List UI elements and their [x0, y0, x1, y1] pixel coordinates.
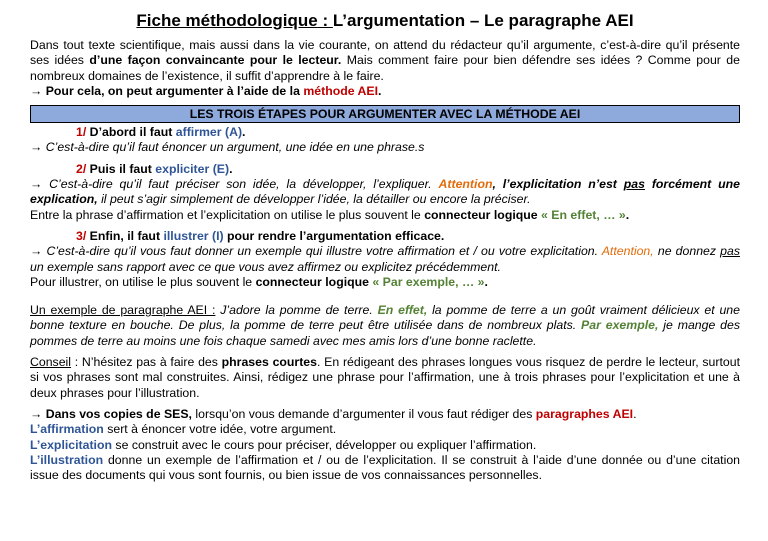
step3-pas: pas — [720, 244, 740, 259]
step2-heading — [30, 162, 740, 177]
step1-keyword: affirmer (A) — [175, 125, 243, 140]
step2-connector-period: . — [625, 207, 630, 222]
final-period: . — [633, 406, 637, 421]
example-paragraph — [30, 303, 740, 349]
final-keyword: paragraphes AEI — [535, 406, 634, 421]
step3-detail — [30, 244, 740, 275]
example-text-2: la pomme de terre a un goût vraiment délicieux et une bonne texture en bouche. De plus, la pomme de terre peut être utilisée dans de nombreux plats. — [30, 303, 740, 333]
step3-attention: Attention, — [601, 244, 654, 259]
title-main: L’argumentation – Le paragraphe AEI — [332, 11, 634, 30]
step2-connector-label: connecteur logique — [424, 207, 538, 222]
final-paragraph — [30, 407, 740, 483]
title-colon: : — [317, 11, 333, 30]
conseil-text-2: . En rédigeant des phrases longues vous risquez de perdre le lecteur, surtout si vos phrases sont mal construites. Ainsi, rédigez une phrase pour l’affirmation, une à trois phrases pour l’explicitation et une à deux phrases pour l’illustration. — [30, 355, 740, 400]
final-affirmation-text: sert à énoncer votre idée, votre argument. — [103, 422, 337, 437]
step1-detail: → C’est-à-dire qu’il faut énoncer un argument, une idée en une phrase.s — [30, 140, 425, 155]
intro-text-2: Mais comment faire pour bien défendre ses idées ? Comme pour de nombreux domaines de l’existence, il suffit d’apprendre à le faire. — [30, 53, 740, 83]
step2-bold-2: forcément une explication, — [30, 177, 740, 207]
step2-connector-line — [30, 208, 740, 223]
example-text-3: je mange des pommes de terre au moins une fois chaque samedi avec mes amis lors d’une bonne raclette. — [30, 318, 740, 348]
step3-detail-text: → C’est-à-dire qu’il vous faut donner un exemple qui illustre votre affirmation et / ou votre explicitation. — [30, 244, 602, 259]
step3-text: Enfin, il faut — [86, 228, 164, 243]
step3-connector-label: connecteur logique — [255, 274, 369, 289]
step3-connector-text: Pour illustrer, on utilise le plus souvent le — [30, 274, 256, 289]
intro-paragraph — [30, 38, 740, 99]
final-illustration-label: L’illustration — [30, 452, 104, 467]
step2-period: . — [229, 161, 233, 176]
final-illustration-text: donne un exemple de l’affirmation et / ou de l’explicitation. Il se construit à l’aide d’une donnée ou d’une citation issue des documents qui vous sont fournis, ou bien issue de vos connaissances personnelles. — [30, 452, 740, 483]
step2-number: 2/ — [76, 161, 87, 176]
step1-period: . — [242, 125, 246, 140]
step3-connector-line — [30, 275, 740, 290]
step2-attention: Attention — [438, 177, 493, 192]
step3-text-2: pour rendre l’argumentation efficace. — [223, 228, 445, 243]
intro-method: méthode AEI — [303, 83, 379, 98]
conseil-label: Conseil — [30, 355, 72, 370]
final-explicitation-label: L’explicitation — [30, 437, 112, 452]
step3-heading — [30, 229, 740, 244]
step3-connector-value: « Par exemple, … » — [368, 274, 485, 289]
example-connector-1: En effet, — [377, 303, 428, 318]
step3-keyword: illustrer (I) — [163, 228, 224, 243]
step1-heading — [30, 125, 740, 140]
final-text: lorsqu’on vous demande d’argumenter il vous faut rédiger des — [191, 406, 536, 421]
intro-period: . — [378, 83, 382, 98]
intro-arrow-line: → Pour cela, on peut argumenter à l’aide de la — [30, 83, 304, 98]
conseil-text-1: : N’hésitez pas à faire des — [71, 355, 222, 370]
step2-pas: pas — [623, 177, 645, 192]
step1-number: 1/ — [76, 125, 87, 140]
example-text-1: J’adore la pomme de terre. — [215, 303, 378, 318]
final-arrow: → Dans vos copies de SES, — [30, 406, 192, 421]
title-prefix: Fiche méthodologique — [136, 11, 318, 30]
step2-text: Puis il faut — [86, 161, 156, 176]
example-connector-2: Par exemple, — [581, 318, 659, 333]
step2-detail — [30, 177, 740, 208]
conseil-paragraph — [30, 355, 740, 401]
step3-number: 3/ — [76, 228, 87, 243]
step2-connector-text: Entre la phrase d’affirmation et l’explicitation on utilise le plus souvent le — [30, 207, 425, 222]
step2-detail-text: → C’est-à-dire qu’il faut préciser son idée, la développer, l’expliquer. — [30, 177, 439, 192]
step2-detail-text-2: il peut s’agir simplement de développer l’idée, la détailler ou encore la préciser. — [97, 192, 531, 207]
step3-detail-text-3: un exemple sans rapport avec ce que vous avez affirmez ou explicitez précédemment. — [30, 259, 501, 274]
step2-connector-value: « En effet, … » — [537, 207, 626, 222]
intro-text: Dans tout texte scientifique, mais aussi dans la vie courante, on attend du rédacteur qu’il argumente, c’est-à-dire qu’il présente ses idées — [30, 38, 740, 68]
step2-bold-1: , l’explicitation n’est — [492, 177, 624, 192]
final-affirmation-label: L’affirmation — [30, 422, 104, 437]
section-banner: LES TROIS ÉTAPES POUR ARGUMENTER AVEC LA MÉTHODE AEI — [30, 105, 740, 123]
page-title — [30, 10, 740, 32]
step2-keyword: expliciter (E) — [155, 161, 230, 176]
intro-bold: d’une façon convaincante pour le lecteur. — [89, 53, 342, 68]
example-label: Un exemple de paragraphe AEI : — [30, 303, 216, 318]
final-explicitation-text: se construit avec le cours pour préciser, développer ou expliquer l’affirmation. — [112, 437, 537, 452]
step3-detail-text-2: ne donnez — [653, 244, 721, 259]
conseil-bold: phrases courtes — [221, 355, 317, 370]
step3-connector-period: . — [484, 274, 488, 289]
step1-text: D’abord il faut — [86, 125, 176, 140]
